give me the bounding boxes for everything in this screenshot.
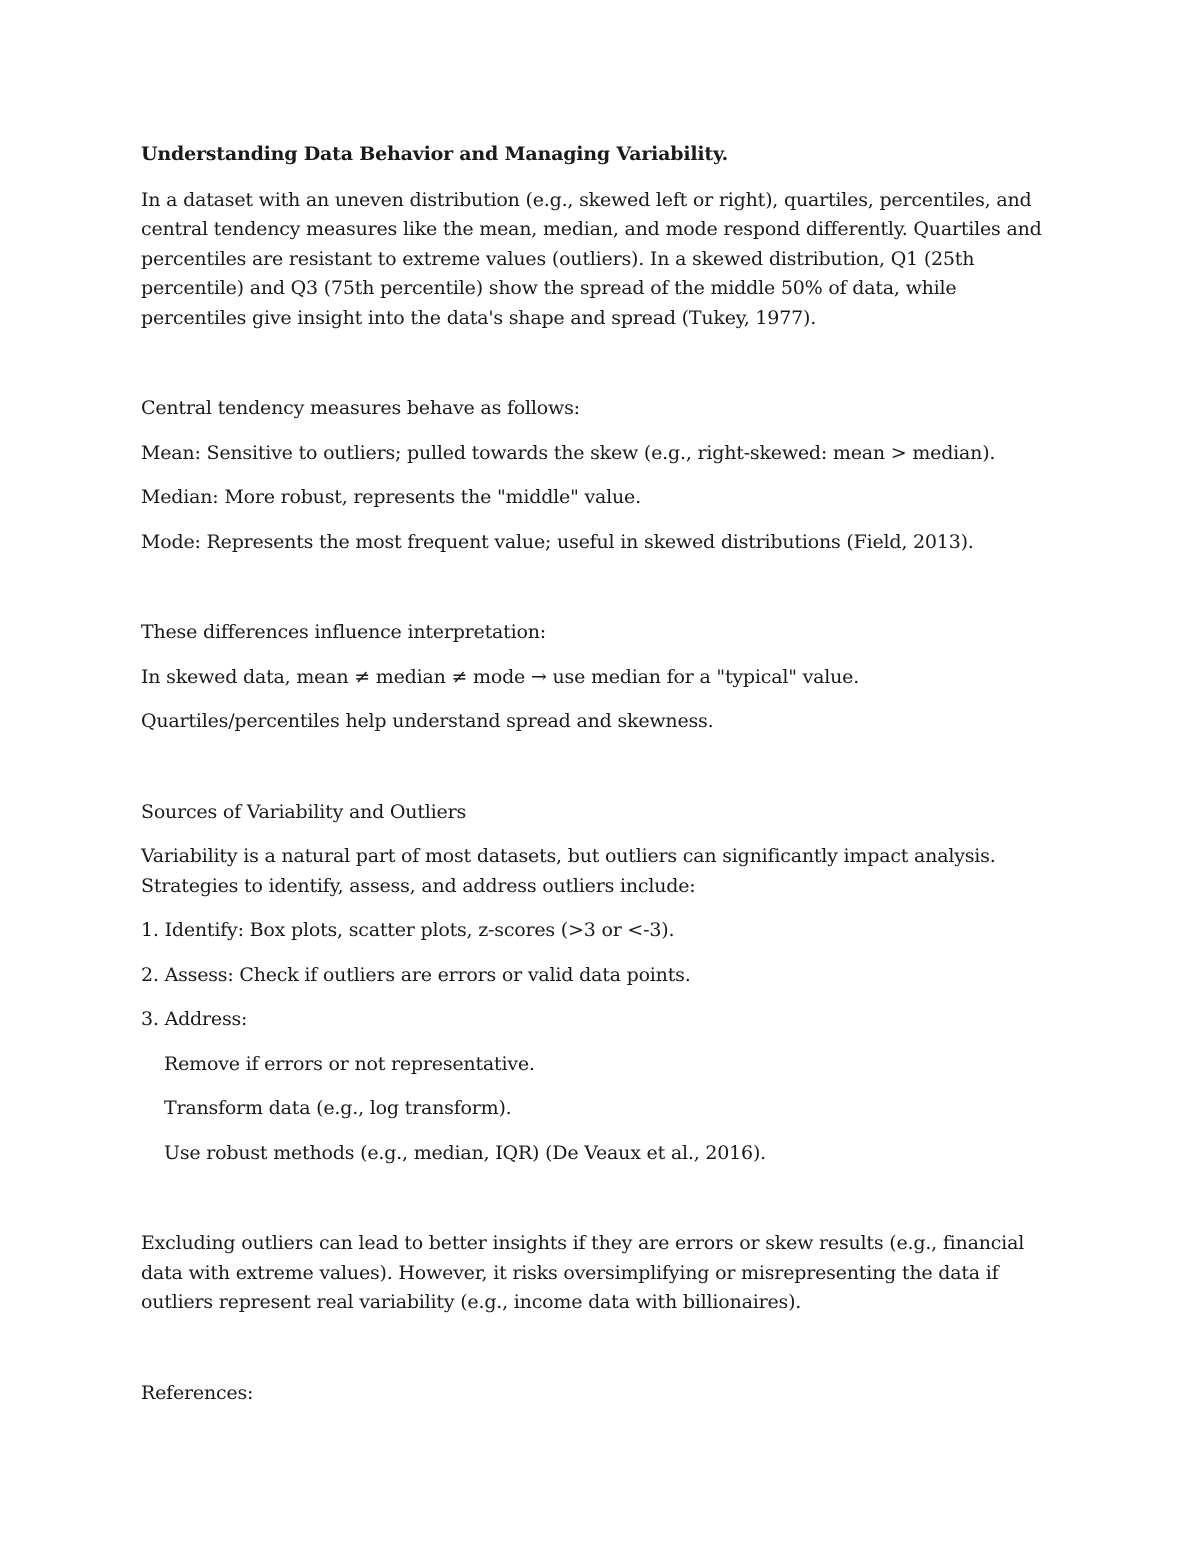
address-item-robust: Use robust methods (e.g., median, IQR) (De Veaux et al., 2016). [164,1141,766,1164]
references-heading: References: [141,1381,254,1404]
sources-intro: Variability is a natural part of most datasets, but outliers can significantly impact analysis. Strategies to identify, assess, and address outliers include: [141,845,996,897]
step-identify: 1. Identify: Box plots, scatter plots, z-scores (>3 or <-3). [141,919,675,941]
difference-item: Quartiles/percentiles help understand spread and skewness. [141,710,714,732]
spacer [141,752,1066,798]
address-item-remove: Remove if errors or not representative. [164,1052,535,1075]
differences-heading: These differences influence interpretation: [141,621,546,643]
address-item-transform: Transform data (e.g., log transform). [164,1097,512,1119]
spacer [141,1333,1066,1379]
spacer [141,572,1066,618]
central-item-mode: Mode: Represents the most frequent value; useful in skewed distributions (Field, 2013). [141,530,974,553]
document-title: Understanding Data Behavior and Managing Variability. [141,143,729,165]
spacer [141,1183,1066,1229]
intro-paragraph: In a dataset with an uneven distribution (e.g., skewed left or right), quartiles, percentiles, and central tendency measures like the mean, median, and mode respond differently. Quartiles and percentiles are resistant to extreme values (outliers). In a skewed distribution, Q1 (25th percentile) and Q3 (75th percentile) show the spread of the middle 50% of data, while percentiles give insight into the data's shape and spread (Tukey, 1977). [141,188,1042,329]
document-body [141,140,1066,1423]
step-address: 3. Address: [141,1008,248,1030]
sources-heading: Sources of Variability and Outliers [141,800,466,823]
step-assess: 2. Assess: Check if outliers are errors or valid data points. [141,963,691,986]
central-item-median: Median: More robust, represents the "middle" value. [141,486,641,508]
central-tendency-heading: Central tendency measures behave as follows: [141,397,580,419]
spacer [141,348,1066,394]
conclusion-paragraph: Excluding outliers can lead to better insights if they are errors or skew results (e.g., financial data with extreme values). However, it risks oversimplifying or misrepresenting the data if outliers represent real variability (e.g., income data with billionaires). [141,1232,1025,1313]
difference-item: In skewed data, mean ≠ median ≠ mode → use median for a "typical" value. [141,665,860,688]
central-item-mean: Mean: Sensitive to outliers; pulled towards the skew (e.g., right-skewed: mean > median). [141,441,996,464]
